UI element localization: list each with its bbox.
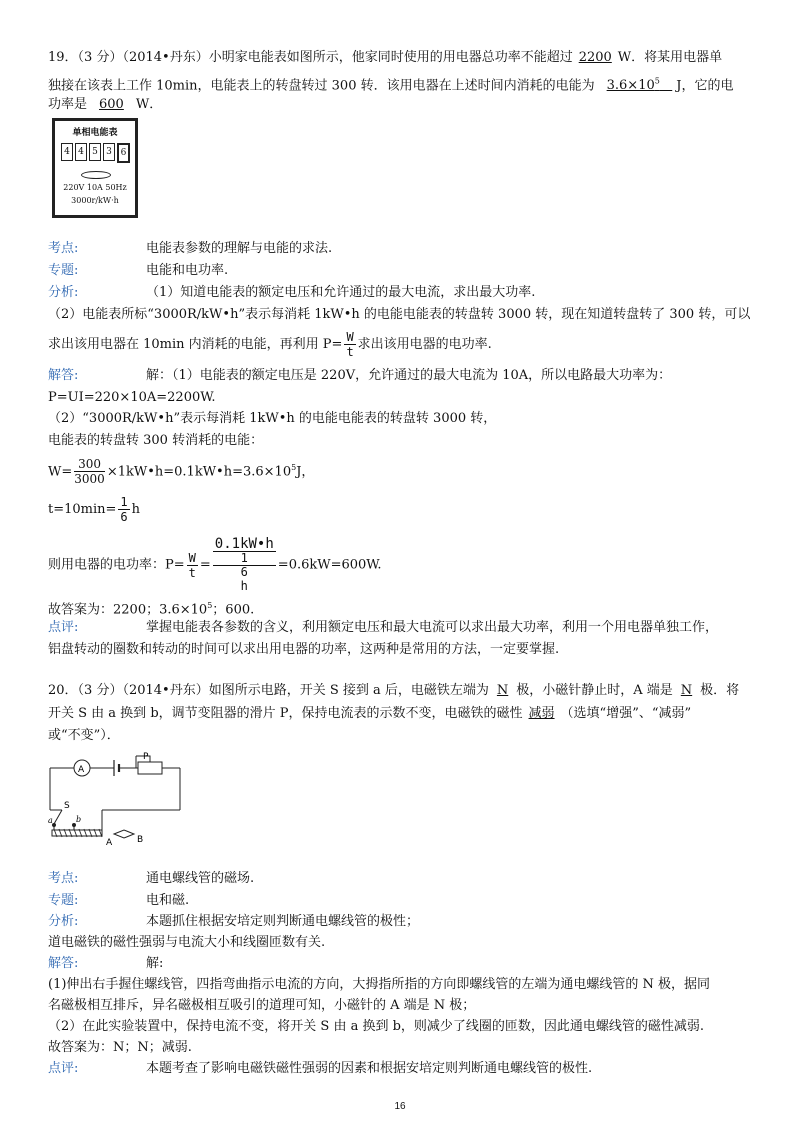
compass-needle xyxy=(114,830,134,838)
q19-kaodian: 电能表参数的理解与电能的求法. xyxy=(146,241,333,256)
q20-jieda-label: 解答: xyxy=(48,956,79,971)
q19-fenxi-2: （2）电能表所标“3000R/kW•h”表示每消耗 1kW•h 的电能电能表的转盘转 3000 转，现在知道转盘转了 300 转，可以 xyxy=(48,307,751,322)
q19-jieda-1: 解：（1）电能表的额定电压是 220V，允许通过的最大电流为 10A，所以电路最大功率为： xyxy=(146,368,672,383)
q20-line1: 20．（3 分）（2014•丹东）如图所示电路，开关 S 接到 a 后，电磁铁左端为 N 极，小磁针静止时，A 端是 N 极．将 xyxy=(48,683,740,698)
q20-kaodian: 通电螺线管的磁场. xyxy=(146,871,255,886)
meter-digit: 5 xyxy=(89,143,101,161)
meter-digit: 4 xyxy=(61,143,73,161)
q19-zhuanti-label: 专题: xyxy=(48,263,79,278)
q20-answer-2: N xyxy=(680,683,693,698)
q19-jieda-4: 电能表的转盘转 300 转消耗的电能： xyxy=(48,433,264,448)
meter-digits xyxy=(61,143,130,163)
q20-dianping-label: 点评: xyxy=(48,1061,79,1076)
page-number: 16 xyxy=(394,1101,406,1112)
q19-kaodian-label: 考点: xyxy=(48,241,79,256)
contact-a-label: a xyxy=(48,816,53,825)
q20-line2: 开关 S 由 a 换到 b，调节变阻器的滑片 P，保持电流表的示数不变，电磁铁的磁性 减弱 （选填“增强”、“减弱” xyxy=(48,706,692,721)
meter-spec-rating: 220V 10A 50Hz xyxy=(63,183,127,192)
circuit-diagram xyxy=(46,752,186,848)
needle-end-a-label: A xyxy=(106,838,113,848)
meter-digit: 6 xyxy=(117,143,130,163)
q19-energy-formula: W= $\frac{300}{3000}$ $\times 1kW•h=0.1kW•h=3.6\times 10^5J$， xyxy=(48,457,315,487)
q19-answer-3: 600 xyxy=(99,97,124,112)
q19-answer-summary: 故答案为：2200；$3.6\times 10^5$；600. xyxy=(48,601,255,618)
q19-fenxi-1: （1）知道电能表的额定电压和允许通过的最大电流，求出最大功率. xyxy=(146,285,536,300)
q19-answer-2: $3.6\times 10^5$ xyxy=(606,77,660,94)
q19-line3: 功率是 600 W． xyxy=(48,97,163,112)
q20-answer-1: N xyxy=(496,683,509,698)
q20-answer-summary: 故答案为：N；N；减弱. xyxy=(48,1040,192,1055)
q19-dianping-label: 点评: xyxy=(48,620,79,635)
meter-spec-constant: 3000r/kW·h xyxy=(71,196,119,205)
q19-answer-1: 2200 xyxy=(578,50,612,65)
q19-line1: 19．（3 分）（2014•丹东）小明家电能表如图所示，他家同时使用的用电器总功率不能超过 2200 W．将某用电器单 xyxy=(48,50,723,65)
q19-jieda-label: 解答: xyxy=(48,368,79,383)
q19-zhuanti: 电能和电功率. xyxy=(146,263,229,278)
switch-blade xyxy=(54,810,62,824)
q20-zhuanti: 电和磁. xyxy=(146,893,190,908)
q19-time-formula: t=10min= $\frac{1}{6}$ h xyxy=(48,495,141,524)
q20-kaodian-label: 考点: xyxy=(48,871,79,886)
q20-jieda-1: (1)伸出右手握住螺线管，四指弯曲指示电流的方向，大拇指所指的方向即螺线管的左端为通电螺线管的 N 极，据同 xyxy=(48,977,711,992)
q19-fenxi-3: 求出该用电器在 10min 内消耗的电能，再利用 P= $\frac{W}{t}$ 求出该用电器的电功率. xyxy=(48,330,492,359)
meter-digit: 4 xyxy=(75,143,87,161)
q20-dianping: 本题考查了影响电磁铁磁性强弱的因素和根据安培定则判断通电螺线管的极性. xyxy=(146,1061,593,1076)
q19-dianping-1: 掌握电能表各参数的含义，利用额定电压和最大电流可以求出最大功率，利用一个用电器单独工作， xyxy=(146,620,719,635)
q19-jieda-3: （2）“3000R/kW•h”表示每消耗 1kW•h 的电能电能表的转盘转 3000 转， xyxy=(48,411,497,426)
contact-b-label: b xyxy=(76,815,82,824)
q20-line3: 或“不变”）． xyxy=(48,728,120,743)
electric-meter-figure xyxy=(52,118,138,218)
q19-power-formula: 则用电器的电功率：P= $\frac{W}{t}$ = 0.1kW•h 1 6 h =0.6kW=600W. xyxy=(48,536,382,593)
q20-jieda-3: （2）在此实验装置中，保持电流不变，将开关 S 由 a 换到 b，则减少了线圈的匝数，因此通电螺线管的磁性减弱. xyxy=(48,1019,705,1034)
q20-jieda-0: 解: xyxy=(146,956,164,971)
switch-label: S xyxy=(64,801,70,811)
q20-answer-3: 减弱 xyxy=(528,706,555,721)
q20-jieda-2: 名磁极相互排斥，异名磁极相互吸引的道理可知，小磁针的 A 端是 N 极； xyxy=(48,998,476,1013)
q20-fenxi-2: 道电磁铁的磁性强弱与电流大小和线圈匝数有关. xyxy=(48,935,326,950)
q20-fenxi-1: 本题抓住根据安培定则判断通电螺线管的极性； xyxy=(146,914,420,929)
q19-jieda-2: P=UI=220×10A=2200W. xyxy=(48,390,216,405)
q20-fenxi-label: 分析: xyxy=(48,914,79,929)
q19-dianping-2: 铝盘转动的圈数和转动的时间可以求出用电器的功率，这两种是常用的方法，一定要掌握. xyxy=(48,642,560,657)
q20-zhuanti-label: 专题: xyxy=(48,893,79,908)
rheostat-symbol xyxy=(138,762,162,774)
q19-line2: 独接在该表上工作 10min，电能表上的转盘转过 300 转．该用电器在上述时间内消耗的电能为 $3.6\times 10^5$ J，它的电 xyxy=(48,77,734,94)
meter-disc xyxy=(81,171,111,179)
q19-fenxi-label: 分析: xyxy=(48,285,79,300)
meter-digit: 3 xyxy=(103,143,115,161)
needle-end-b-label: B xyxy=(137,835,144,845)
meter-title: 单相电能表 xyxy=(72,128,118,138)
rheostat-label: P xyxy=(143,752,149,762)
ammeter-label: A xyxy=(78,765,85,775)
